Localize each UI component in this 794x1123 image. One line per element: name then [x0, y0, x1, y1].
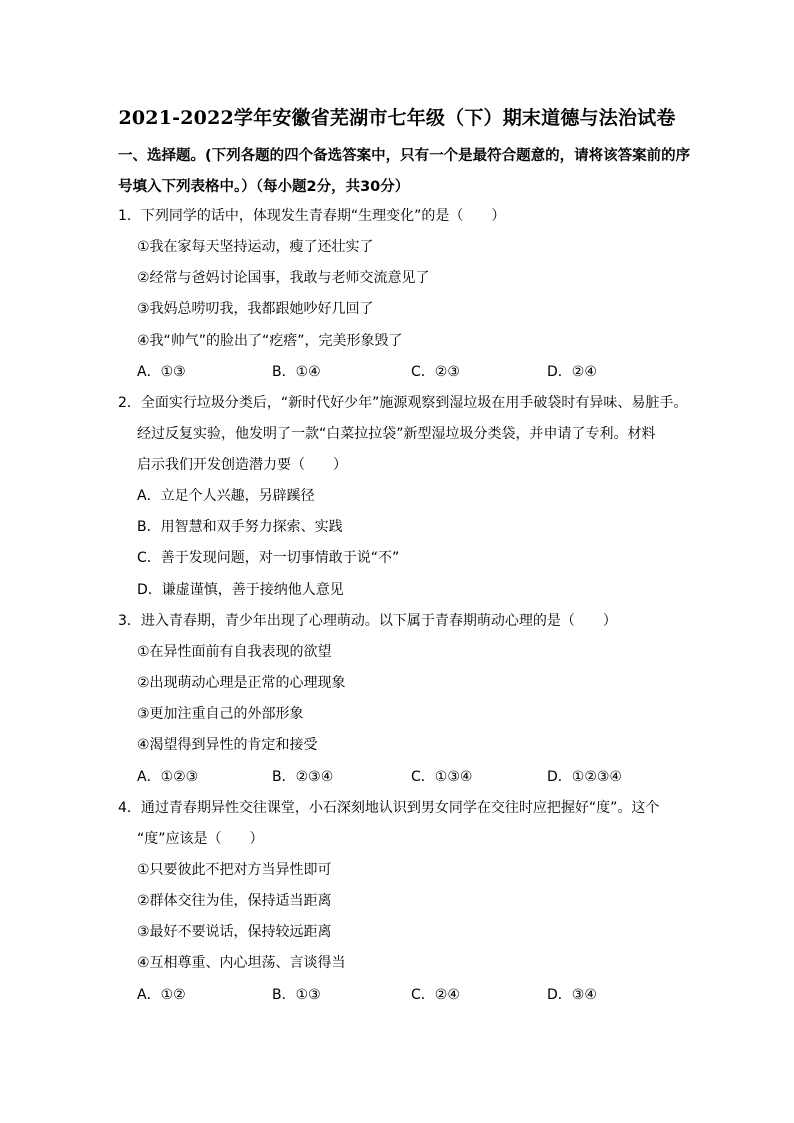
question-2-stem-line-2: 经过反复实验，他发明了一款“白菜拉拉袋”新型湿垃圾分类袋，并申请了专利。材料 — [137, 426, 656, 442]
exam-title: 2021-2022学年安徽省芜湖市七年级（下）期末道德与法治试卷 — [118, 107, 676, 129]
question-1-item-1: ①我在家每天坚持运动，瘦了还壮实了 — [137, 239, 374, 255]
question-2-option-d: D．谦虚谨慎，善于接纳他人意见 — [137, 582, 344, 598]
question-3-item-1: ①在异性面前有自我表现的欲望 — [137, 644, 332, 660]
question-4-option-a: A．①② — [137, 987, 186, 1003]
question-3-item-4: ④渴望得到异性的肯定和接受 — [137, 737, 318, 753]
question-3-stem: 3．进入青春期，青少年出现了心理萌动。以下属于青春期萌动心理的是（ ） — [118, 613, 617, 629]
question-3-item-2: ②出现萌动心理是正常的心理现象 — [137, 675, 346, 691]
question-3-item-3: ③更加注重自己的外部形象 — [137, 706, 304, 722]
question-4-item-2: ②群体交往为佳，保持适当距离 — [137, 893, 332, 909]
question-1-options — [137, 362, 677, 382]
question-1-stem: 1．下列同学的话中，体现发生青春期“生理变化”的是（ ） — [118, 208, 506, 224]
question-3-option-b: B．②③④ — [272, 769, 334, 785]
question-1-item-4: ④我“帅气”的脸出了“疙瘩”，完美形象毁了 — [137, 333, 403, 349]
question-4-option-c: C．②④ — [411, 987, 460, 1003]
question-4-option-b: B．①③ — [272, 987, 321, 1003]
question-2-option-c: C．善于发现问题，对一切事情敢于说“不” — [137, 550, 400, 566]
question-4-stem-line-2: “度”应该是（ ） — [137, 831, 264, 847]
question-4-item-1: ①只要彼此不把对方当异性即可 — [137, 862, 332, 878]
section-heading-line-2: 号填入下列表格中。）（每小题2分，共30分） — [118, 179, 410, 195]
question-3-option-d: D．①②③④ — [547, 769, 622, 785]
question-4-item-3: ③最好不要说话，保持较远距离 — [137, 924, 332, 940]
question-1-option-a: A．①③ — [137, 364, 186, 380]
section-heading-line-1: 一、选择题。(下列各题的四个备选答案中，只有一个是最符合题意的，请将该答案前的序 — [118, 148, 691, 164]
question-1-option-b: B．①④ — [272, 364, 321, 380]
question-4-options — [137, 985, 677, 1005]
question-3-option-a: A．①②③ — [137, 769, 199, 785]
question-1-option-d: D．②④ — [547, 364, 597, 380]
question-1-option-c: C．②③ — [411, 364, 460, 380]
question-3-options — [137, 767, 677, 787]
question-4-stem-line-1: 4．通过青春期异性交往课堂，小石深刻地认识到男女同学在交往时应把握好“度”。这个 — [118, 800, 660, 816]
question-1-item-3: ③我妈总唠叨我，我都跟她吵好几回了 — [137, 301, 374, 317]
question-2-option-b: B．用智慧和双手努力探索、实践 — [137, 519, 343, 535]
question-1-item-2: ②经常与爸妈讨论国事，我敢与老师交流意见了 — [137, 270, 430, 286]
question-4-option-d: D．③④ — [547, 987, 597, 1003]
question-2-stem-line-3: 启示我们开发创造潜力要（ ） — [137, 457, 347, 473]
question-4-item-4: ④互相尊重、内心坦荡、言谈得当 — [137, 955, 346, 971]
question-2-stem-line-1: 2．全面实行垃圾分类后，“新时代好少年”施源观察到湿垃圾在用手破袋时有异味、易脏手。 — [118, 395, 688, 411]
question-2-option-a: A．立足个人兴趣，另辟蹊径 — [137, 488, 315, 504]
question-3-option-c: C．①③④ — [411, 769, 473, 785]
